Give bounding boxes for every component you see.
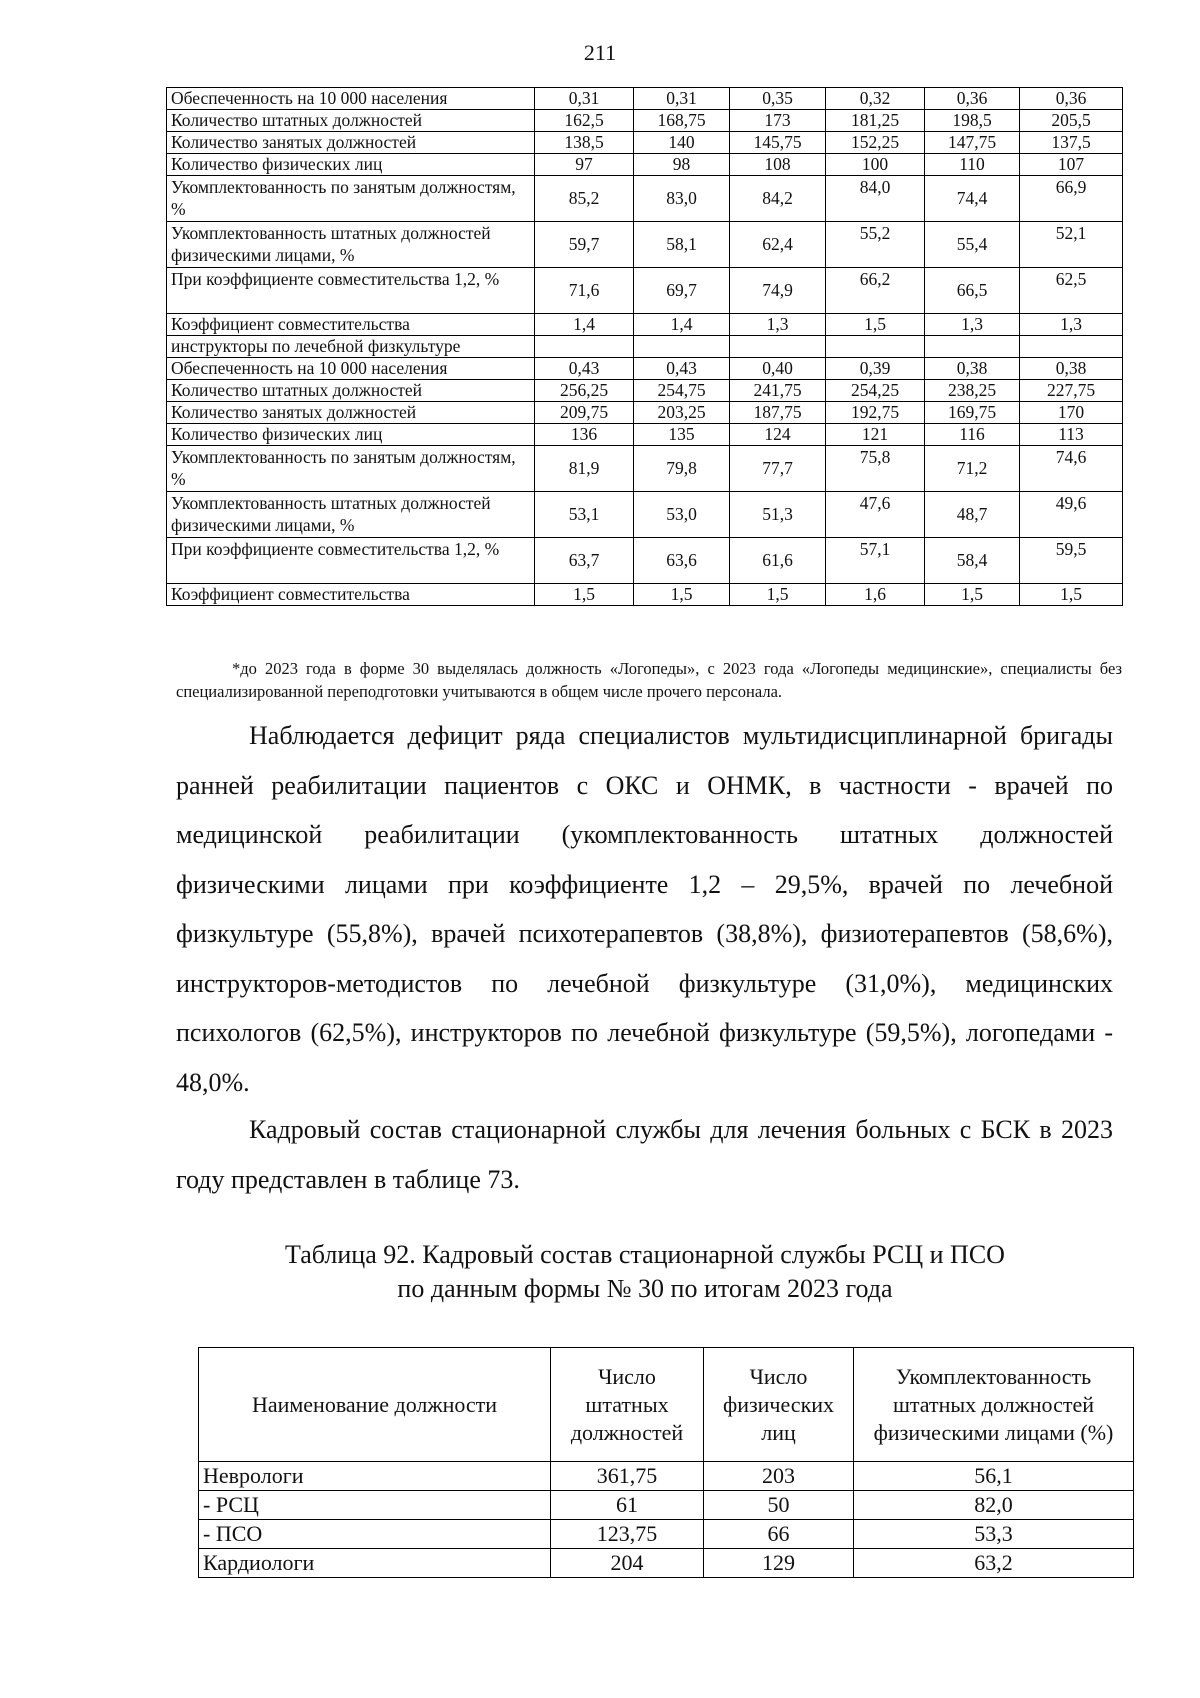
- cell-value: 162,5: [535, 110, 634, 132]
- row-label: При коэффициенте совместительства 1,2, %: [167, 268, 535, 314]
- staff-posts: 361,75: [551, 1462, 704, 1491]
- cell-value: 58,4: [925, 538, 1020, 584]
- cell-value: 1,5: [730, 584, 826, 606]
- cell-value: 98: [634, 154, 730, 176]
- cell-value: 135: [634, 424, 730, 446]
- staffing-table-continued: [166, 87, 1123, 606]
- cell-value: 100: [826, 154, 925, 176]
- physical-persons: 203: [704, 1462, 854, 1491]
- cell-value: 84,0: [826, 176, 925, 222]
- cell-value: 169,75: [925, 402, 1020, 424]
- row-label: При коэффициенте совместительства 1,2, %: [167, 538, 535, 584]
- staff-posts: 123,75: [551, 1520, 704, 1549]
- table-row: [167, 336, 1123, 358]
- row-label: Количество штатных должностей: [167, 380, 535, 402]
- table-row: [167, 268, 1123, 314]
- cell-value: 84,2: [730, 176, 826, 222]
- row-label: Укомплектованность штатных должностей физическими лицами, %: [167, 222, 535, 268]
- row-label: Укомплектованность по занятым должностям, %: [167, 176, 535, 222]
- cell-value: 241,75: [730, 380, 826, 402]
- table-row: [167, 492, 1123, 538]
- cell-value: 1,3: [730, 314, 826, 336]
- cell-value: 71,2: [925, 446, 1020, 492]
- cell-value: 58,1: [634, 222, 730, 268]
- caption-line-2: по данным формы № 30 по итогам 2023 года: [397, 1274, 893, 1303]
- cell-value: 113: [1020, 424, 1123, 446]
- cell-value: 74,6: [1020, 446, 1123, 492]
- rsc-pso-staff-table: [198, 1347, 1134, 1578]
- header-staffing-level: Укомплектованность штатных должностей физическими лицами (%): [854, 1348, 1134, 1462]
- cell-value: 209,75: [535, 402, 634, 424]
- cell-value: 69,7: [634, 268, 730, 314]
- physical-persons: 129: [704, 1549, 854, 1578]
- header-staff-posts: Число штатных должностей: [551, 1348, 704, 1462]
- cell-value: 168,75: [634, 110, 730, 132]
- table-row: [199, 1549, 1134, 1578]
- row-label: Количество штатных должностей: [167, 110, 535, 132]
- staffing-level: 53,3: [854, 1520, 1134, 1549]
- row-label: Коэффициент совместительства: [167, 584, 535, 606]
- cell-value: 62,4: [730, 222, 826, 268]
- cell-value: 173: [730, 110, 826, 132]
- cell-value: 0,38: [1020, 358, 1123, 380]
- cell-value: 110: [925, 154, 1020, 176]
- physical-persons: 50: [704, 1491, 854, 1520]
- table-row: [167, 176, 1123, 222]
- table-row: [167, 132, 1123, 154]
- cell-value: 0,31: [535, 88, 634, 110]
- row-label: Укомплектованность штатных должностей физическими лицами, %: [167, 492, 535, 538]
- cell-value: 107: [1020, 154, 1123, 176]
- staffing-level: 63,2: [854, 1549, 1134, 1578]
- table-row: [167, 402, 1123, 424]
- cell-value: 53,1: [535, 492, 634, 538]
- paragraph-deficit: Наблюдается дефицит ряда специалистов мультидисциплинарной бригады ранней реабилитации пациентов с ОКС и ОНМК, в частности - врачей по медицинской реабилитации (укомплектованность штатных должностей физическими лицами при коэффициенте 1,2 – 29,5%, врачей по лечебной физкультуре (55,8%), врачей психотерапевтов (38,8%), физиотерапевтов (58,6%), инструкторов-методистов по лечебной физкультуре (31,0%), медицинских психологов (62,5%), инструкторов по лечебной физкультуре (59,5%), логопедами - 48,0%.: [176, 721, 1113, 1097]
- row-label: Количество занятых должностей: [167, 132, 535, 154]
- header-physical-persons: Число физических лиц: [704, 1348, 854, 1462]
- row-label: Обеспеченность на 10 000 населения: [167, 88, 535, 110]
- cell-value: 170: [1020, 402, 1123, 424]
- cell-value: 59,5: [1020, 538, 1123, 584]
- cell-value: 124: [730, 424, 826, 446]
- cell-value: 1,5: [535, 584, 634, 606]
- cell-value: 51,3: [730, 492, 826, 538]
- table-row: [167, 584, 1123, 606]
- cell-value: 0,43: [535, 358, 634, 380]
- cell-value: 1,3: [1020, 314, 1123, 336]
- position-name: Неврологи: [199, 1462, 551, 1491]
- cell-value: 152,25: [826, 132, 925, 154]
- cell-value: 57,1: [826, 538, 925, 584]
- table-row: [167, 110, 1123, 132]
- caption-line-1: Таблица 92. Кадровый состав стационарной службы РСЦ и ПСО: [285, 1240, 1005, 1269]
- header-position-name: Наименование должности: [199, 1348, 551, 1462]
- cell-value: 121: [826, 424, 925, 446]
- cell-value: 48,7: [925, 492, 1020, 538]
- cell-value: 49,6: [1020, 492, 1123, 538]
- cell-value: 198,5: [925, 110, 1020, 132]
- page-number: 211: [583, 40, 617, 65]
- cell-value: 75,8: [826, 446, 925, 492]
- cell-value: 71,6: [535, 268, 634, 314]
- cell-value: 0,36: [1020, 88, 1123, 110]
- cell-value: 85,2: [535, 176, 634, 222]
- row-label: Количество физических лиц: [167, 154, 535, 176]
- cell-value: 140: [634, 132, 730, 154]
- table-row: [167, 88, 1123, 110]
- cell-value: 53,0: [634, 492, 730, 538]
- cell-value: 66,9: [1020, 176, 1123, 222]
- cell-value: 83,0: [634, 176, 730, 222]
- position-name: Кардиологи: [199, 1549, 551, 1578]
- table-row: [167, 424, 1123, 446]
- cell-value: 0,31: [634, 88, 730, 110]
- cell-value: 0,32: [826, 88, 925, 110]
- cell-value: 0,35: [730, 88, 826, 110]
- cell-value: 147,75: [925, 132, 1020, 154]
- cell-value: 145,75: [730, 132, 826, 154]
- table-row: [199, 1520, 1134, 1549]
- table-header-row: [199, 1348, 1134, 1462]
- cell-value: 1,4: [634, 314, 730, 336]
- cell-value: 116: [925, 424, 1020, 446]
- row-label: инструкторы по лечебной физкультуре: [167, 336, 535, 358]
- row-label: Коэффициент совместительства: [167, 314, 535, 336]
- table-footnote: *до 2023 года в форме 30 выделялась должность «Логопеды», с 2023 года «Логопеды медицинские», специалисты без специализированной переподготовки учитываются в общем числе прочего персонала.: [176, 658, 1122, 701]
- staff-posts: 204: [551, 1549, 704, 1578]
- cell-value: 203,25: [634, 402, 730, 424]
- table-row: [167, 358, 1123, 380]
- staff-posts: 61: [551, 1491, 704, 1520]
- cell-value: 55,2: [826, 222, 925, 268]
- cell-value: 97: [535, 154, 634, 176]
- table-row: [167, 380, 1123, 402]
- cell-value: 81,9: [535, 446, 634, 492]
- table-row: [167, 446, 1123, 492]
- cell-value: 256,25: [535, 380, 634, 402]
- cell-value: 55,4: [925, 222, 1020, 268]
- cell-value: [925, 336, 1020, 358]
- cell-value: 1,5: [925, 584, 1020, 606]
- table-row: [199, 1462, 1134, 1491]
- cell-value: 74,4: [925, 176, 1020, 222]
- cell-value: 79,8: [634, 446, 730, 492]
- cell-value: 63,7: [535, 538, 634, 584]
- cell-value: 138,5: [535, 132, 634, 154]
- cell-value: 52,1: [1020, 222, 1123, 268]
- physical-persons: 66: [704, 1520, 854, 1549]
- table-row: [167, 222, 1123, 268]
- cell-value: [634, 336, 730, 358]
- cell-value: 47,6: [826, 492, 925, 538]
- cell-value: 59,7: [535, 222, 634, 268]
- cell-value: [826, 336, 925, 358]
- cell-value: 77,7: [730, 446, 826, 492]
- table-row: [199, 1491, 1134, 1520]
- cell-value: 0,38: [925, 358, 1020, 380]
- row-label: Количество занятых должностей: [167, 402, 535, 424]
- cell-value: 181,25: [826, 110, 925, 132]
- paragraph-staff-composition: Кадровый состав стационарной службы для лечения больных с БСК в 2023 году представлен в таблице 73.: [176, 1115, 1113, 1194]
- cell-value: 0,40: [730, 358, 826, 380]
- cell-value: 136: [535, 424, 634, 446]
- table-row: [167, 538, 1123, 584]
- cell-value: 187,75: [730, 402, 826, 424]
- cell-value: 66,2: [826, 268, 925, 314]
- cell-value: 0,39: [826, 358, 925, 380]
- cell-value: [535, 336, 634, 358]
- staffing-level: 82,0: [854, 1491, 1134, 1520]
- cell-value: 1,3: [925, 314, 1020, 336]
- cell-value: 0,36: [925, 88, 1020, 110]
- position-name: - РСЦ: [199, 1491, 551, 1520]
- cell-value: 137,5: [1020, 132, 1123, 154]
- cell-value: [1020, 336, 1123, 358]
- cell-value: 66,5: [925, 268, 1020, 314]
- cell-value: 238,25: [925, 380, 1020, 402]
- cell-value: [730, 336, 826, 358]
- position-name: - ПСО: [199, 1520, 551, 1549]
- table-caption: [0, 1238, 1200, 1306]
- cell-value: 1,5: [826, 314, 925, 336]
- row-label: Количество физических лиц: [167, 424, 535, 446]
- cell-value: 205,5: [1020, 110, 1123, 132]
- cell-value: 74,9: [730, 268, 826, 314]
- cell-value: 254,75: [634, 380, 730, 402]
- cell-value: 61,6: [730, 538, 826, 584]
- cell-value: 108: [730, 154, 826, 176]
- table-row: [167, 154, 1123, 176]
- cell-value: 1,5: [634, 584, 730, 606]
- cell-value: 192,75: [826, 402, 925, 424]
- table-row: [167, 314, 1123, 336]
- row-label: Обеспеченность на 10 000 населения: [167, 358, 535, 380]
- cell-value: 63,6: [634, 538, 730, 584]
- staffing-level: 56,1: [854, 1462, 1134, 1491]
- cell-value: 0,43: [634, 358, 730, 380]
- cell-value: 62,5: [1020, 268, 1123, 314]
- cell-value: 254,25: [826, 380, 925, 402]
- cell-value: 227,75: [1020, 380, 1123, 402]
- cell-value: 1,5: [1020, 584, 1123, 606]
- cell-value: 1,4: [535, 314, 634, 336]
- cell-value: 1,6: [826, 584, 925, 606]
- row-label: Укомплектованность по занятым должностям, %: [167, 446, 535, 492]
